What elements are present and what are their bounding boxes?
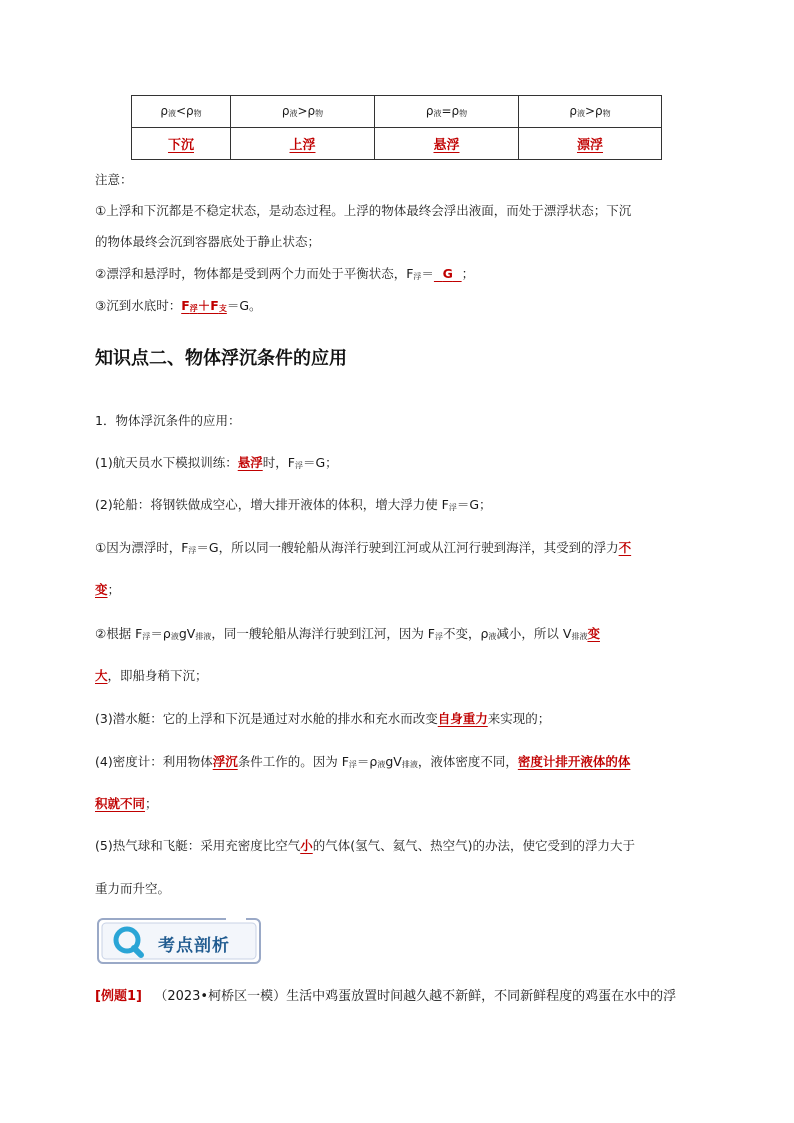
paragraph-5: (3)潜水艇：它的上浮和下沉是通过对水舱的排水和充水而改变自身重力来实现的； bbox=[95, 711, 551, 726]
table-cell: $\rho_液>\rho_物$ bbox=[519, 96, 662, 128]
section-intro: 1．物体浮沉条件的应用： bbox=[95, 413, 241, 428]
note-3: ③沉到水底时：$F_浮+F_支=G$。 bbox=[95, 298, 262, 313]
section-heading: 知识点二、物体浮沉条件的应用 bbox=[95, 348, 347, 369]
paragraph-1: (1)航天员水下模拟训练：悬浮时，$F_浮=G$； bbox=[95, 455, 338, 470]
table-cell: $\rho_液<\rho_物$ bbox=[132, 96, 231, 128]
answer-text: 下沉 bbox=[167, 138, 194, 153]
paragraph-4-line-2: 大，即船身稍下沉； bbox=[95, 668, 208, 683]
paragraph-7-line-1: (5)热气球和飞艇：采用充密度比空气小的气体(氢气、氦气、热空气)的办法，使它受到的浮力大于 bbox=[95, 838, 635, 853]
answer-text: 变 bbox=[587, 626, 600, 641]
paragraph-7-line-2: 重力而升空。 bbox=[95, 881, 171, 896]
paragraph-3-line-2: 变； bbox=[95, 582, 121, 597]
answer-text: $F_浮+F_支$ bbox=[181, 298, 227, 313]
notes-title: 注意： bbox=[95, 172, 133, 187]
answer-text: 不 bbox=[618, 540, 632, 555]
table-header-row bbox=[132, 96, 662, 128]
answer-text: 积就不同 bbox=[95, 796, 146, 811]
paragraph-6-line-1: (4)密度计：利用物体浮沉条件工作的。因为 $F_浮=\rho_液gV_{排液}$，液体密度不同，密度计排开液体的体 bbox=[95, 754, 631, 769]
answer-text: 变 bbox=[95, 582, 108, 597]
note-1-line-1: ①上浮和下沉都是不稳定状态，是动态过程。上浮的物体最终会浮出液面，而处于漂浮状态；下沉 bbox=[95, 203, 632, 218]
paragraph-4-line-1: ②根据 $F_浮=\rho_液gV_{排液}$，同一艘轮船从海洋行驶到江河，因为 $F_浮$不变，$\rho_液$减小，所以 $V_{排液}$变 bbox=[95, 626, 600, 641]
table-cell bbox=[231, 128, 375, 160]
note-2: ②漂浮和悬浮时，物体都是受到两个力而处于平衡状态，$F_浮= G$ ； bbox=[95, 266, 475, 281]
table-result-row bbox=[132, 128, 662, 160]
table-cell: $\rho_液>\rho_物$ bbox=[231, 96, 375, 128]
answer-text: 漂浮 bbox=[576, 138, 603, 153]
answer-text: 浮沉 bbox=[212, 754, 238, 769]
table-cell: $\rho_液=\rho_物$ bbox=[375, 96, 519, 128]
example-label: [例题1] bbox=[95, 989, 142, 1004]
density-comparison-table bbox=[131, 95, 662, 160]
note-1-line-2: 的物体最终会沉到容器底处于静止状态； bbox=[95, 234, 321, 249]
answer-text: 密度计排开液体的体 bbox=[517, 754, 631, 769]
paragraph-3-line-1: ①因为漂浮时，$F_浮=G$，所以同一艘轮船从海洋行驶到江河或从江河行驶到海洋，其受到的浮力不 bbox=[95, 540, 632, 555]
example-1: [例题1] （2023•柯桥区一模）生活中鸡蛋放置时间越久越不新鲜，不同新鲜程度的鸡蛋在水中的浮 bbox=[95, 989, 677, 1004]
paragraph-6-line-2: 积就不同； bbox=[95, 796, 158, 811]
answer-text: 上浮 bbox=[289, 138, 316, 153]
answer-text: 小 bbox=[300, 838, 313, 853]
answer-text: 自身重力 bbox=[437, 711, 488, 726]
table-cell bbox=[519, 128, 662, 160]
badge-title: 考点剖析 bbox=[158, 936, 230, 956]
answer-text: 悬浮 bbox=[433, 138, 460, 153]
paragraph-2: (2)轮船：将钢铁做成空心，增大排开液体的体积，增大浮力使 $F_浮=G$； bbox=[95, 497, 492, 512]
table-cell bbox=[132, 128, 231, 160]
table-cell bbox=[375, 128, 519, 160]
answer-text: G bbox=[442, 266, 453, 281]
answer-text: 悬浮 bbox=[237, 455, 263, 470]
answer-text: 大 bbox=[95, 668, 108, 683]
